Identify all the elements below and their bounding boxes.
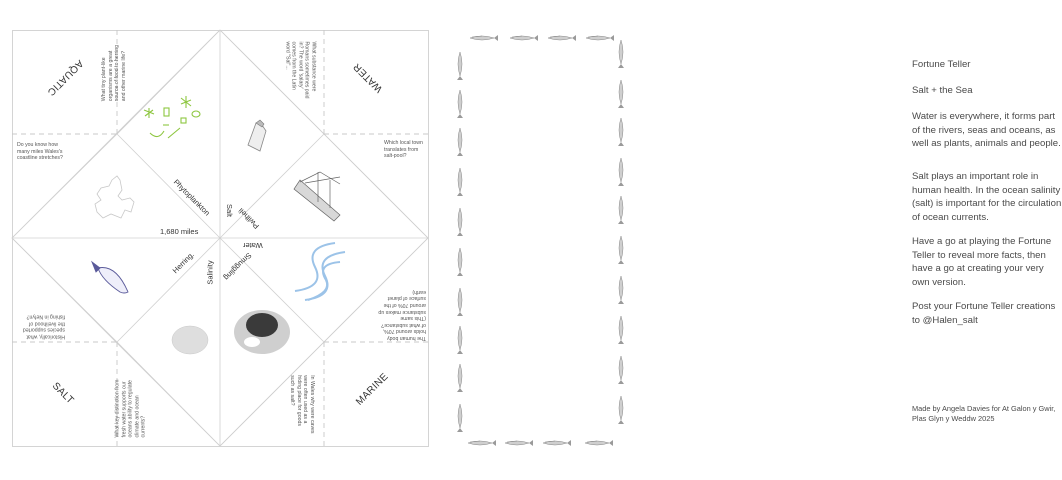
sardine-fish-icon — [548, 35, 576, 41]
panel-paragraph-2: Salt plays an important role in human health. In the ocean salinity (salt) is important for the circulation of ocean currents. — [912, 171, 1062, 223]
answer-water: Water — [243, 241, 263, 250]
water-waves-icon — [295, 243, 345, 300]
phytoplankton-icon — [144, 96, 200, 138]
fortune-teller-sheet — [0, 0, 440, 480]
sardine-fish-icon — [505, 440, 533, 446]
salt-pile-icon — [172, 326, 208, 354]
panel-paragraph-3: Have a go at playing the Fortune Teller to reveal more facts, then have a go at creating your very own version. — [912, 236, 1052, 288]
answer-salinity: Salinity — [205, 260, 215, 285]
sardine-fish-icon — [468, 440, 496, 446]
question-salary: What substance were Romans sometimes paid in? The word 'salary' comes from the Latin word "Sal"... — [284, 41, 317, 99]
answer-smuggling: Smuggling — [222, 250, 254, 283]
question-coastline: Do you know how many miles Wales's coastline stretches? — [17, 142, 63, 162]
question-plankton: What tiny plant-like organisms are a great source of food to herring and other marine life? — [100, 44, 127, 102]
corner-label-marine: MARINE — [354, 371, 391, 408]
panel-paragraph-1: Water is everywhere, it forms part of the rivers, seas and oceans, as well as plants, animals and people. — [912, 111, 1061, 150]
sardine-fish-icon — [470, 35, 498, 41]
question-herring: Historically, what species supported the livelihood of fishing in Nefyn? — [22, 313, 65, 340]
sardine-fish-icon — [543, 440, 571, 446]
question-body: The human body holds around 70%, of what substance? (This same substance makes up around 70% of the surface of planet earth) — [378, 288, 426, 341]
answer-phytoplankton: Phytoplankton — [171, 177, 212, 218]
answer-salt: Salt — [224, 204, 234, 217]
coastline-map-icon — [95, 176, 134, 218]
answer-herring: Herring. — [170, 249, 196, 276]
panel-title: Fortune Teller — [912, 59, 971, 70]
question-caves: In Wales why were caves were often used as a hiding place for goods such as salt? — [289, 375, 316, 434]
question-distinction: What key distinction from fresh water supports our oceans ability to regulate climate and ocean currents? — [114, 379, 147, 438]
sardine-fish-icon — [585, 440, 613, 446]
cave-icon — [234, 310, 290, 354]
question-town: Which local town translates from salt-pool? — [384, 140, 423, 160]
salt-shaker-icon — [248, 120, 266, 151]
panel-subtitle: Salt + the Sea — [912, 85, 973, 96]
sardine-fish-border — [440, 0, 640, 480]
corner-label-salt: SALT — [49, 380, 76, 407]
answer-pwllheli: Pwllheli — [236, 206, 261, 231]
sardine-fish-icon — [586, 35, 614, 41]
herring-fish-icon — [92, 262, 128, 293]
sardine-fish-icon — [510, 35, 538, 41]
answer-miles: 1,680 miles — [160, 227, 199, 236]
panel-paragraph-4: Post your Fortune Teller creations to @Halen_salt — [912, 301, 1056, 326]
fishing-boat-icon — [294, 172, 340, 221]
corner-label-aquatic: AQUATIC — [44, 57, 85, 98]
panel-credit: Made by Angela Davies for At Galon y Gwir, Plas Glyn y Weddw 2025 — [912, 404, 1056, 423]
corner-label-water: WATER — [351, 60, 386, 95]
info-panel — [440, 0, 1062, 480]
